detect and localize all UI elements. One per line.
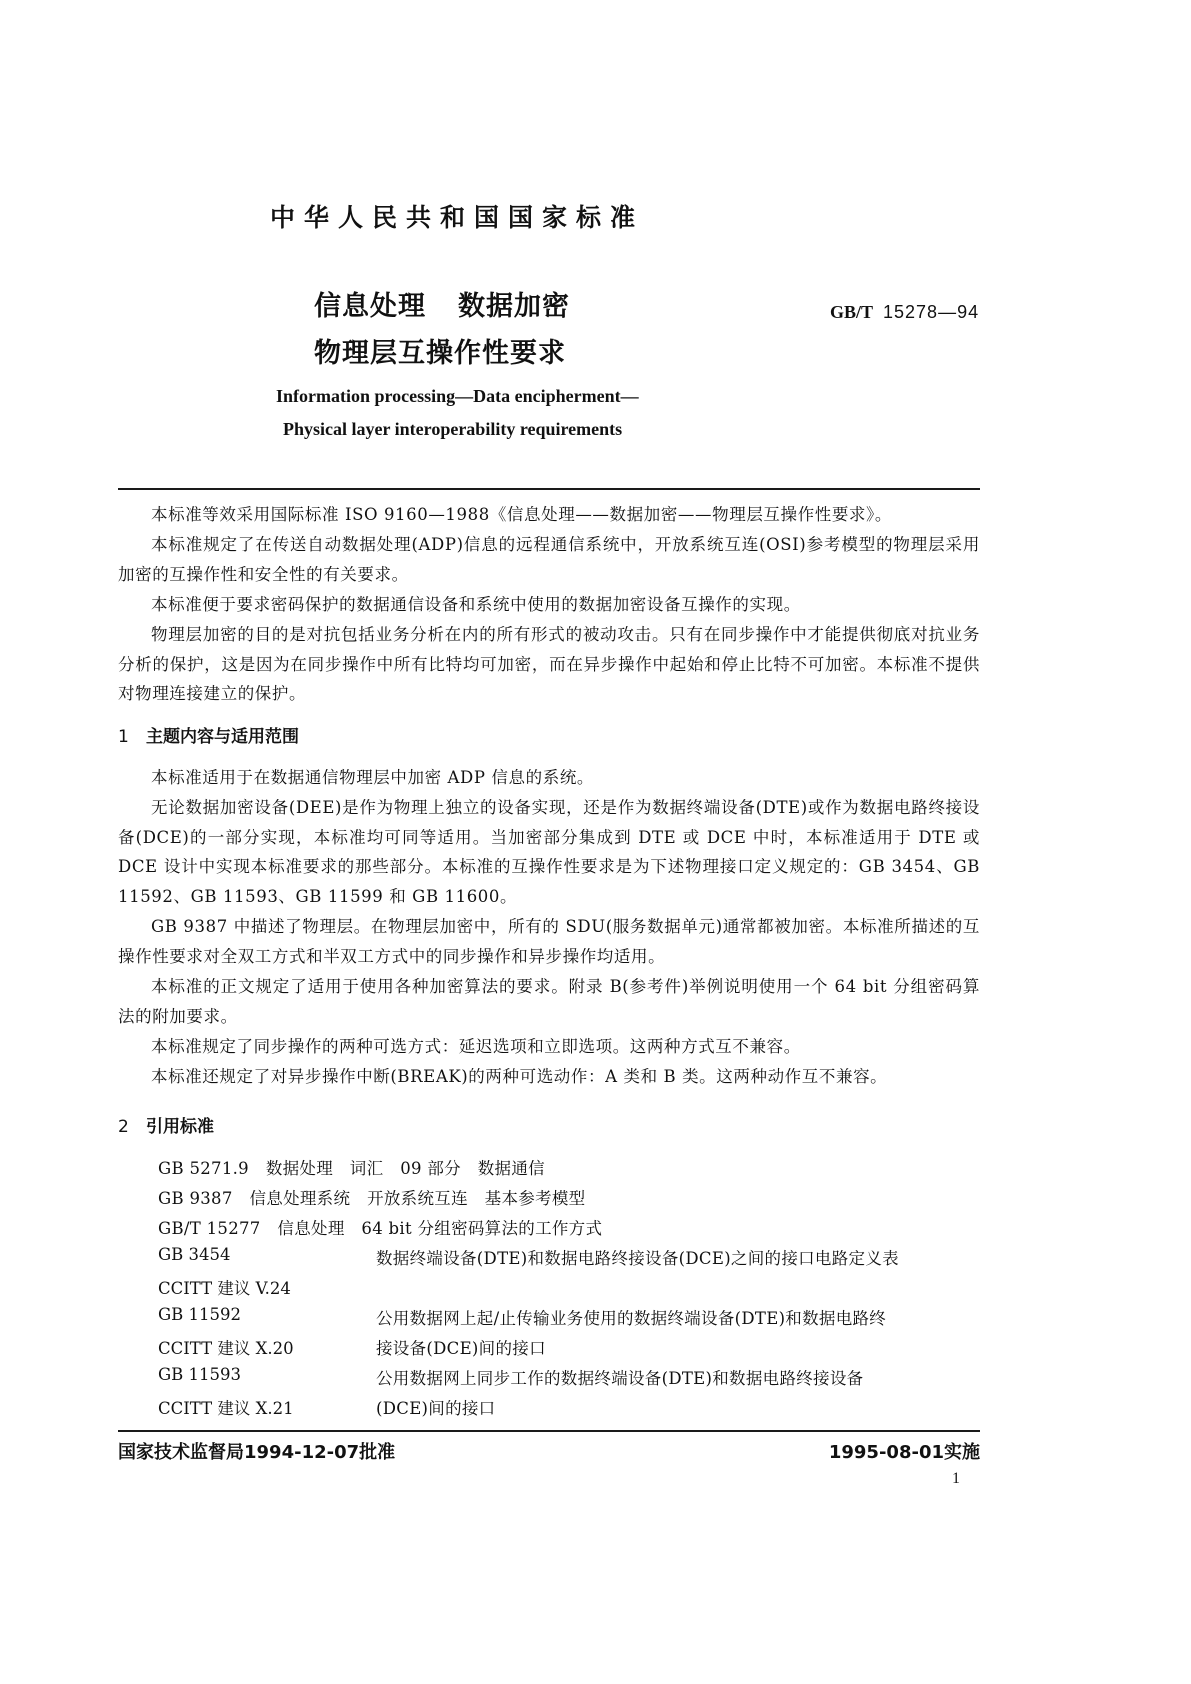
reference-title: 信息处理系统 开放系统互连 基本参考模型 — [249, 1189, 586, 1208]
section-1-paragraph: GB 9387 中描述了物理层。在物理层加密中，所有的 SDU(服务数据单元)通常都被加密。本标准所描述的互操作性要求对全双工方式和半双工方式中的同步操作和异步操作均适用。 — [118, 917, 980, 966]
section-1-paragraph: 本标准还规定了对异步操作中断(BREAK)的两种可选动作：A 类和 B 类。这两种动作互不兼容。 — [151, 1067, 888, 1086]
reference-item — [158, 1185, 585, 1209]
section-1-heading — [118, 722, 299, 747]
reference-code: GB 9387 — [158, 1189, 233, 1208]
standard-prefix: GB/T — [830, 302, 874, 322]
reference-title: 公用数据网上同步工作的数据终端设备(DTE)和数据电路终接设备 — [376, 1369, 864, 1388]
reference-item — [158, 1215, 602, 1239]
footer-divider — [118, 1430, 980, 1432]
implementation-date: 1995-08-01实施 — [828, 1442, 980, 1463]
section-number: 2 — [118, 1117, 129, 1137]
reference-item — [158, 1155, 545, 1179]
reference-title: 数据终端设备(DTE)和数据电路终接设备(DCE)之间的接口电路定义表 — [376, 1249, 899, 1268]
section-title: 主题内容与适用范围 — [146, 727, 299, 747]
reference-title: 公用数据网上起/止传输业务使用的数据终端设备(DTE)和数据电路终 — [376, 1309, 887, 1328]
standard-number: 15278—94 — [883, 302, 980, 322]
foreword-paragraph: 本标准规定了在传送自动数据处理(ADP)信息的远程通信系统中，开放系统互连(OSI)参考模型的物理层采用加密的互操作性和安全性的有关要求。 — [118, 535, 980, 584]
reference-code: CCITT 建议 V.24 — [158, 1279, 291, 1298]
section-1-paragraph: 无论数据加密设备(DEE)是作为物理上独立的设备实现，还是作为数据终端设备(DTE)或作为数据电路终接设备(DCE)的一部分实现，本标准均可同等适用。当加密部分集成到 DTE 或 DCE 中时，本标准适用于 DTE 或 DCE 设计中实现本标准要求的那些部分。本标准的互操作性要求是为下述物理接口定义规定的：GB 3454、GB 11592、GB 11593、GB 11599 和 GB 11600。 — [118, 798, 980, 906]
reference-code: GB 5271.9 — [158, 1159, 249, 1178]
reference-code: CCITT 建议 X.20 — [158, 1339, 294, 1358]
foreword-paragraph: 本标准便于要求密码保护的数据通信设备和系统中使用的数据加密设备互操作的实现。 — [151, 595, 801, 614]
section-1-paragraph: 本标准的正文规定了适用于使用各种加密算法的要求。附录 B(参考件)举例说明使用一个 64 bit 分组密码算法的附加要求。 — [118, 977, 980, 1026]
header-divider — [118, 488, 980, 490]
reference-title: (DCE)间的接口 — [376, 1399, 496, 1418]
section-number: 1 — [118, 727, 129, 747]
national-standard-heading: 中华人民共和国国家标准 — [270, 203, 645, 232]
section-1-paragraph: 本标准规定了同步操作的两种可选方式：延迟选项和立即选项。这两种方式互不兼容。 — [151, 1037, 801, 1056]
reference-code: GB 11593 — [158, 1365, 242, 1384]
title-part-data-encipherment: 数据加密 — [458, 291, 570, 322]
section-1-paragraph: 本标准适用于在数据通信物理层中加密 ADP 信息的系统。 — [151, 768, 595, 787]
reference-title: 数据处理 词汇 09 部分 数据通信 — [265, 1159, 545, 1178]
foreword-paragraph: 本标准等效采用国际标准 ISO 9160—1988《信息处理——数据加密——物理层互操作性要求》。 — [151, 505, 892, 524]
reference-code: GB 3454 — [158, 1245, 231, 1264]
english-title-line-1: Information processing—Data encipherment— — [276, 386, 639, 406]
standard-code — [830, 302, 979, 323]
title-part-information-processing: 信息处理 — [314, 291, 426, 322]
page-number: 1 — [952, 1470, 960, 1487]
section-title: 引用标准 — [146, 1117, 214, 1137]
section-2-heading — [118, 1112, 214, 1137]
english-title-line-2: Physical layer interoperability requirements — [283, 419, 623, 439]
foreword-paragraph: 物理层加密的目的是对抗包括业务分析在内的所有形式的被动攻击。只有在同步操作中才能提供彻底对抗业务分析的保护，这是因为在同步操作中所有比特均可加密，而在异步操作中起始和停止比特不可加密。本标准不提供对物理连接建立的保护。 — [118, 625, 980, 703]
reference-title: 信息处理 64 bit 分组密码算法的工作方式 — [277, 1219, 603, 1238]
chinese-title-line-2: 物理层互操作性要求 — [314, 338, 566, 369]
reference-code: GB/T 15277 — [158, 1219, 261, 1238]
reference-code: CCITT 建议 X.21 — [158, 1399, 294, 1418]
chinese-title-line-1 — [314, 284, 570, 323]
approval-line: 国家技术监督局1994-12-07批准 — [118, 1442, 396, 1463]
reference-title: 接设备(DCE)间的接口 — [376, 1339, 546, 1358]
reference-code: GB 11592 — [158, 1305, 242, 1324]
